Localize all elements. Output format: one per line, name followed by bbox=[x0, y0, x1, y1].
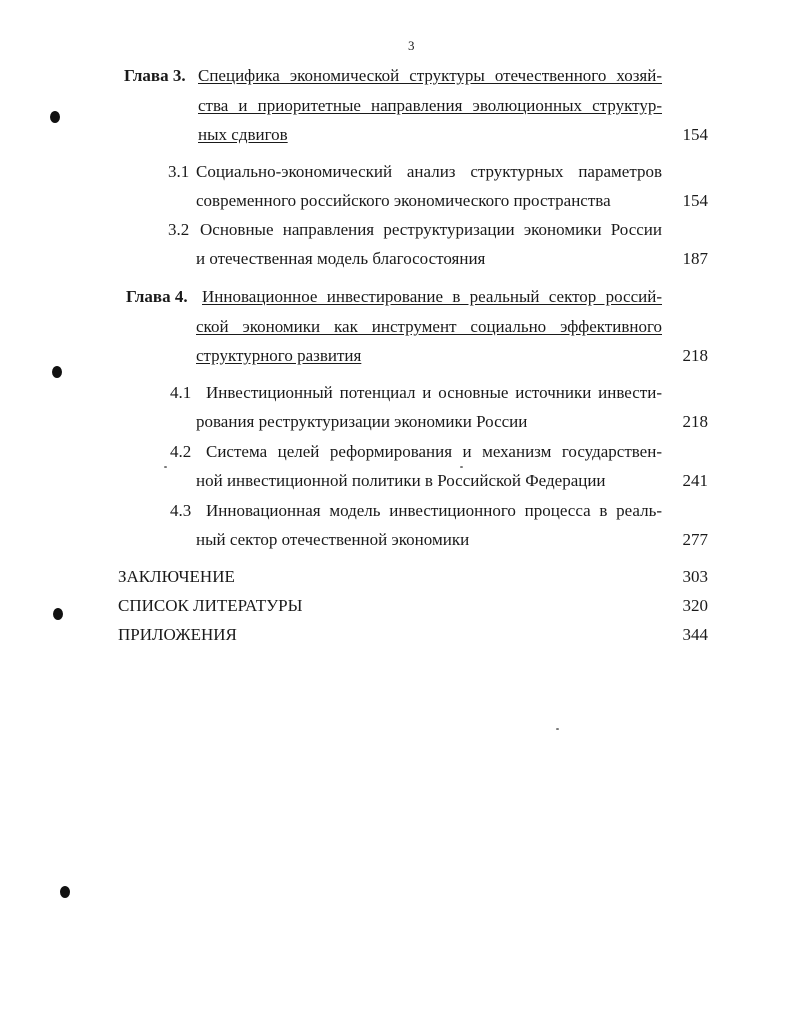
section-4-2-page: 241 bbox=[682, 471, 708, 490]
section-4-3-number: 4.3 bbox=[170, 501, 192, 520]
punch-hole-mark bbox=[60, 886, 70, 898]
section-3-2-number: 3.2 bbox=[168, 220, 190, 239]
chapter4-title-line-3[interactable]: структурного развития bbox=[196, 346, 362, 365]
punch-hole-mark bbox=[50, 111, 60, 123]
section-4-1-number: 4.1 bbox=[170, 383, 192, 402]
chapter3-title-line-2[interactable]: ства и приоритетные направления эволюционных структур- bbox=[198, 96, 662, 115]
punch-hole-mark bbox=[53, 608, 63, 620]
section-4-3-line-2[interactable]: ный сектор отечественной экономики bbox=[196, 530, 470, 549]
conclusion-page: 303 bbox=[682, 567, 708, 586]
section-3-2-page: 187 bbox=[682, 249, 708, 268]
scan-speck bbox=[556, 728, 559, 730]
chapter3-label: Глава 3. bbox=[124, 66, 186, 85]
section-3-1-line-2[interactable]: современного российского экономического пространства bbox=[196, 191, 611, 210]
chapter4-title-line-1[interactable]: Инновационное инвестирование в реальный сектор россий- bbox=[202, 287, 662, 306]
section-3-1-page: 154 bbox=[682, 191, 708, 210]
page-number: 3 bbox=[408, 38, 415, 53]
conclusion-title[interactable]: ЗАКЛЮЧЕНИЕ bbox=[118, 567, 235, 586]
section-4-1-line-2[interactable]: рования реструктуризации экономики России bbox=[196, 412, 528, 431]
chapter4-title-line-2[interactable]: ской экономики как инструмент социально эффективного bbox=[196, 317, 662, 336]
chapter3-page: 154 bbox=[682, 125, 708, 144]
section-4-1-line-1[interactable]: Инвестиционный потенциал и основные источники инвести- bbox=[206, 383, 662, 402]
section-3-1-number: 3.1 bbox=[168, 162, 190, 181]
bibliography-title[interactable]: СПИСОК ЛИТЕРАТУРЫ bbox=[118, 596, 303, 615]
chapter3-title-line-3[interactable]: ных сдвигов bbox=[198, 125, 288, 144]
section-3-2-line-1[interactable]: Основные направления реструктуризации экономики России bbox=[200, 220, 662, 239]
section-4-2-line-2[interactable]: ной инвестиционной политики в Российской Федерации bbox=[196, 471, 606, 490]
section-3-2-line-2[interactable]: и отечественная модель благосостояния bbox=[196, 249, 486, 268]
section-4-2-line-1[interactable]: Система целей реформирования и механизм государствен- bbox=[206, 442, 662, 461]
section-4-1-page: 218 bbox=[682, 412, 708, 431]
section-4-3-line-1[interactable]: Инновационная модель инвестиционного процесса в реаль- bbox=[206, 501, 662, 520]
appendices-page: 344 bbox=[682, 625, 708, 644]
appendices-title[interactable]: ПРИЛОЖЕНИЯ bbox=[118, 625, 237, 644]
section-4-3-page: 277 bbox=[682, 530, 708, 549]
scan-speck bbox=[460, 466, 463, 468]
chapter3-title-line-1[interactable]: Специфика экономической структуры отечественного хозяй- bbox=[198, 66, 662, 85]
section-4-2-number: 4.2 bbox=[170, 442, 192, 461]
bibliography-page: 320 bbox=[682, 596, 708, 615]
scan-speck bbox=[164, 466, 167, 468]
punch-hole-mark bbox=[52, 366, 62, 378]
chapter4-label: Глава 4. bbox=[126, 287, 188, 306]
chapter4-page: 218 bbox=[682, 346, 708, 365]
section-3-1-line-1[interactable]: Социально-экономический анализ структурных параметров bbox=[196, 162, 662, 181]
